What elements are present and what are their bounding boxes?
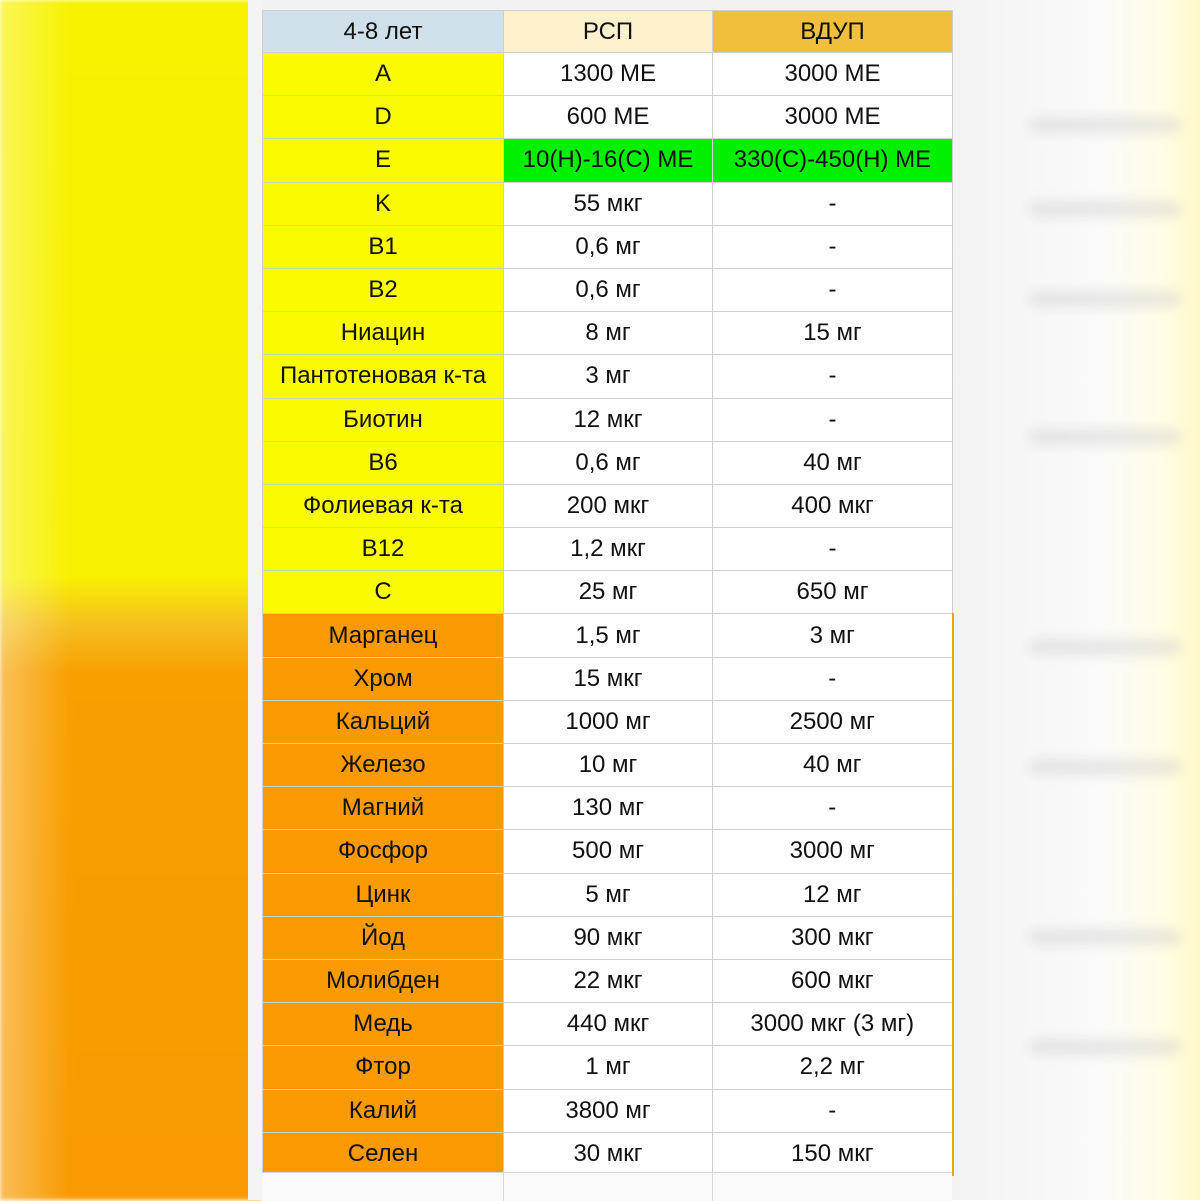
vitamin-row bbox=[263, 139, 953, 182]
nutrient-name-cell[interactable]: D bbox=[263, 96, 504, 139]
nutrient-name-cell[interactable]: Селен bbox=[263, 1132, 504, 1175]
vdup-value-cell[interactable]: 3000 мг bbox=[713, 830, 953, 873]
vdup-value-cell[interactable]: - bbox=[713, 268, 953, 311]
nutrient-table bbox=[262, 10, 954, 1176]
rsp-value-cell[interactable]: 10 мг bbox=[504, 744, 713, 787]
vitamin-row bbox=[263, 268, 953, 311]
empty-row-strip bbox=[262, 1172, 952, 1201]
mineral-row bbox=[263, 657, 953, 700]
vdup-value-cell[interactable]: - bbox=[713, 1089, 953, 1132]
nutrient-name-cell[interactable]: Кальций bbox=[263, 700, 504, 743]
rsp-value-cell[interactable]: 1 мг bbox=[504, 1046, 713, 1089]
rsp-value-cell[interactable]: 0,6 мг bbox=[504, 225, 713, 268]
vdup-value-cell[interactable]: 150 мкг bbox=[713, 1132, 953, 1175]
rsp-value-cell[interactable]: 22 мкг bbox=[504, 959, 713, 1002]
vdup-value-cell[interactable]: - bbox=[713, 528, 953, 571]
vdup-value-cell[interactable]: 600 мкг bbox=[713, 959, 953, 1002]
vitamin-row bbox=[263, 312, 953, 355]
rsp-value-cell[interactable]: 10(Н)-16(С) МЕ bbox=[504, 139, 713, 182]
rsp-value-cell[interactable]: 8 мг bbox=[504, 312, 713, 355]
nutrient-name-cell[interactable]: Марганец bbox=[263, 614, 504, 657]
rsp-value-cell[interactable]: 200 мкг bbox=[504, 484, 713, 527]
nutrient-name-cell[interactable]: Пантотеновая к-та bbox=[263, 355, 504, 398]
vitamin-row bbox=[263, 484, 953, 527]
nutrient-name-cell[interactable]: Магний bbox=[263, 787, 504, 830]
nutrient-name-cell[interactable]: Железо bbox=[263, 744, 504, 787]
vitamin-row bbox=[263, 398, 953, 441]
rsp-value-cell[interactable]: 30 мкг bbox=[504, 1132, 713, 1175]
vdup-value-cell[interactable]: 3 мг bbox=[713, 614, 953, 657]
mineral-row bbox=[263, 1089, 953, 1132]
vdup-value-cell[interactable]: 12 мг bbox=[713, 873, 953, 916]
mineral-row bbox=[263, 873, 953, 916]
vitamin-row bbox=[263, 225, 953, 268]
vitamin-row bbox=[263, 441, 953, 484]
nutrient-name-cell[interactable]: Фтор bbox=[263, 1046, 504, 1089]
vitamin-row bbox=[263, 355, 953, 398]
vdup-value-cell[interactable]: - bbox=[713, 657, 953, 700]
nutrient-name-cell[interactable]: Фосфор bbox=[263, 830, 504, 873]
vdup-value-cell[interactable]: 330(С)-450(Н) МЕ bbox=[713, 139, 953, 182]
rsp-value-cell[interactable]: 600 МЕ bbox=[504, 96, 713, 139]
vitamin-row bbox=[263, 53, 953, 96]
nutrient-name-cell[interactable]: Ниацин bbox=[263, 312, 504, 355]
nutrient-name-cell[interactable]: Калий bbox=[263, 1089, 504, 1132]
header-row bbox=[263, 11, 953, 53]
vdup-value-cell[interactable]: 300 мкг bbox=[713, 916, 953, 959]
vdup-value-cell[interactable]: 650 мг bbox=[713, 571, 953, 614]
mineral-row bbox=[263, 959, 953, 1002]
nutrient-name-cell[interactable]: Фолиевая к-та bbox=[263, 484, 504, 527]
vdup-value-cell[interactable]: 3000 МЕ bbox=[713, 53, 953, 96]
vdup-value-cell[interactable]: - bbox=[713, 398, 953, 441]
nutrient-name-cell[interactable]: B2 bbox=[263, 268, 504, 311]
rsp-value-cell[interactable]: 15 мкг bbox=[504, 657, 713, 700]
header-vdup-cell[interactable]: ВДУП bbox=[713, 11, 953, 53]
vdup-value-cell[interactable]: - bbox=[713, 355, 953, 398]
mineral-row bbox=[263, 787, 953, 830]
vdup-value-cell[interactable]: - bbox=[713, 225, 953, 268]
mineral-row bbox=[263, 1046, 953, 1089]
rsp-value-cell[interactable]: 1000 мг bbox=[504, 700, 713, 743]
rsp-value-cell[interactable]: 12 мкг bbox=[504, 398, 713, 441]
rsp-value-cell[interactable]: 500 мг bbox=[504, 830, 713, 873]
mineral-row bbox=[263, 1003, 953, 1046]
vdup-value-cell[interactable]: 40 мг bbox=[713, 744, 953, 787]
rsp-value-cell[interactable]: 55 мкг bbox=[504, 182, 713, 225]
nutrient-name-cell[interactable]: C bbox=[263, 571, 504, 614]
rsp-value-cell[interactable]: 440 мкг bbox=[504, 1003, 713, 1046]
mineral-row bbox=[263, 1132, 953, 1175]
mineral-row bbox=[263, 744, 953, 787]
nutrient-name-cell[interactable]: Цинк bbox=[263, 873, 504, 916]
row-header-gutter bbox=[248, 0, 263, 1200]
nutrient-name-cell[interactable]: E bbox=[263, 139, 504, 182]
mineral-row bbox=[263, 830, 953, 873]
nutrient-name-cell[interactable]: A bbox=[263, 53, 504, 96]
mineral-row bbox=[263, 614, 953, 657]
rsp-value-cell[interactable]: 0,6 мг bbox=[504, 268, 713, 311]
blurred-background-left bbox=[0, 0, 262, 1200]
blurred-background-right bbox=[952, 0, 1200, 1200]
nutrient-name-cell[interactable]: Йод bbox=[263, 916, 504, 959]
nutrient-name-cell[interactable]: Хром bbox=[263, 657, 504, 700]
header-rsp-cell[interactable]: РСП bbox=[504, 11, 713, 53]
vdup-value-cell[interactable]: 15 мг bbox=[713, 312, 953, 355]
rsp-value-cell[interactable]: 3 мг bbox=[504, 355, 713, 398]
rsp-value-cell[interactable]: 5 мг bbox=[504, 873, 713, 916]
rsp-value-cell[interactable]: 1,5 мг bbox=[504, 614, 713, 657]
nutrient-name-cell[interactable]: K bbox=[263, 182, 504, 225]
vitamin-row bbox=[263, 571, 953, 614]
rsp-value-cell[interactable]: 0,6 мг bbox=[504, 441, 713, 484]
rsp-value-cell[interactable]: 90 мкг bbox=[504, 916, 713, 959]
vdup-value-cell[interactable]: 40 мг bbox=[713, 441, 953, 484]
vdup-value-cell[interactable]: 3000 мкг (3 мг) bbox=[713, 1003, 953, 1046]
vdup-value-cell[interactable]: 2,2 мг bbox=[713, 1046, 953, 1089]
vdup-value-cell[interactable]: - bbox=[713, 787, 953, 830]
vitamin-row bbox=[263, 528, 953, 571]
nutrient-name-cell[interactable]: B1 bbox=[263, 225, 504, 268]
nutrient-name-cell[interactable]: Медь bbox=[263, 1003, 504, 1046]
rsp-value-cell[interactable]: 1,2 мкг bbox=[504, 528, 713, 571]
rsp-value-cell[interactable]: 1300 МЕ bbox=[504, 53, 713, 96]
vdup-value-cell[interactable]: 400 мкг bbox=[713, 484, 953, 527]
vdup-value-cell[interactable]: 2500 мг bbox=[713, 700, 953, 743]
header-age-cell[interactable]: 4-8 лет bbox=[263, 11, 504, 53]
vitamin-row bbox=[263, 96, 953, 139]
nutrient-name-cell[interactable]: B12 bbox=[263, 528, 504, 571]
nutrient-name-cell[interactable]: Молибден bbox=[263, 959, 504, 1002]
rsp-value-cell[interactable]: 130 мг bbox=[504, 787, 713, 830]
rsp-value-cell[interactable]: 3800 мг bbox=[504, 1089, 713, 1132]
rsp-value-cell[interactable]: 25 мг bbox=[504, 571, 713, 614]
vdup-value-cell[interactable]: - bbox=[713, 182, 953, 225]
nutrient-name-cell[interactable]: B6 bbox=[263, 441, 504, 484]
vitamin-row bbox=[263, 182, 953, 225]
nutrient-name-cell[interactable]: Биотин bbox=[263, 398, 504, 441]
mineral-row bbox=[263, 700, 953, 743]
vdup-value-cell[interactable]: 3000 МЕ bbox=[713, 96, 953, 139]
mineral-row bbox=[263, 916, 953, 959]
